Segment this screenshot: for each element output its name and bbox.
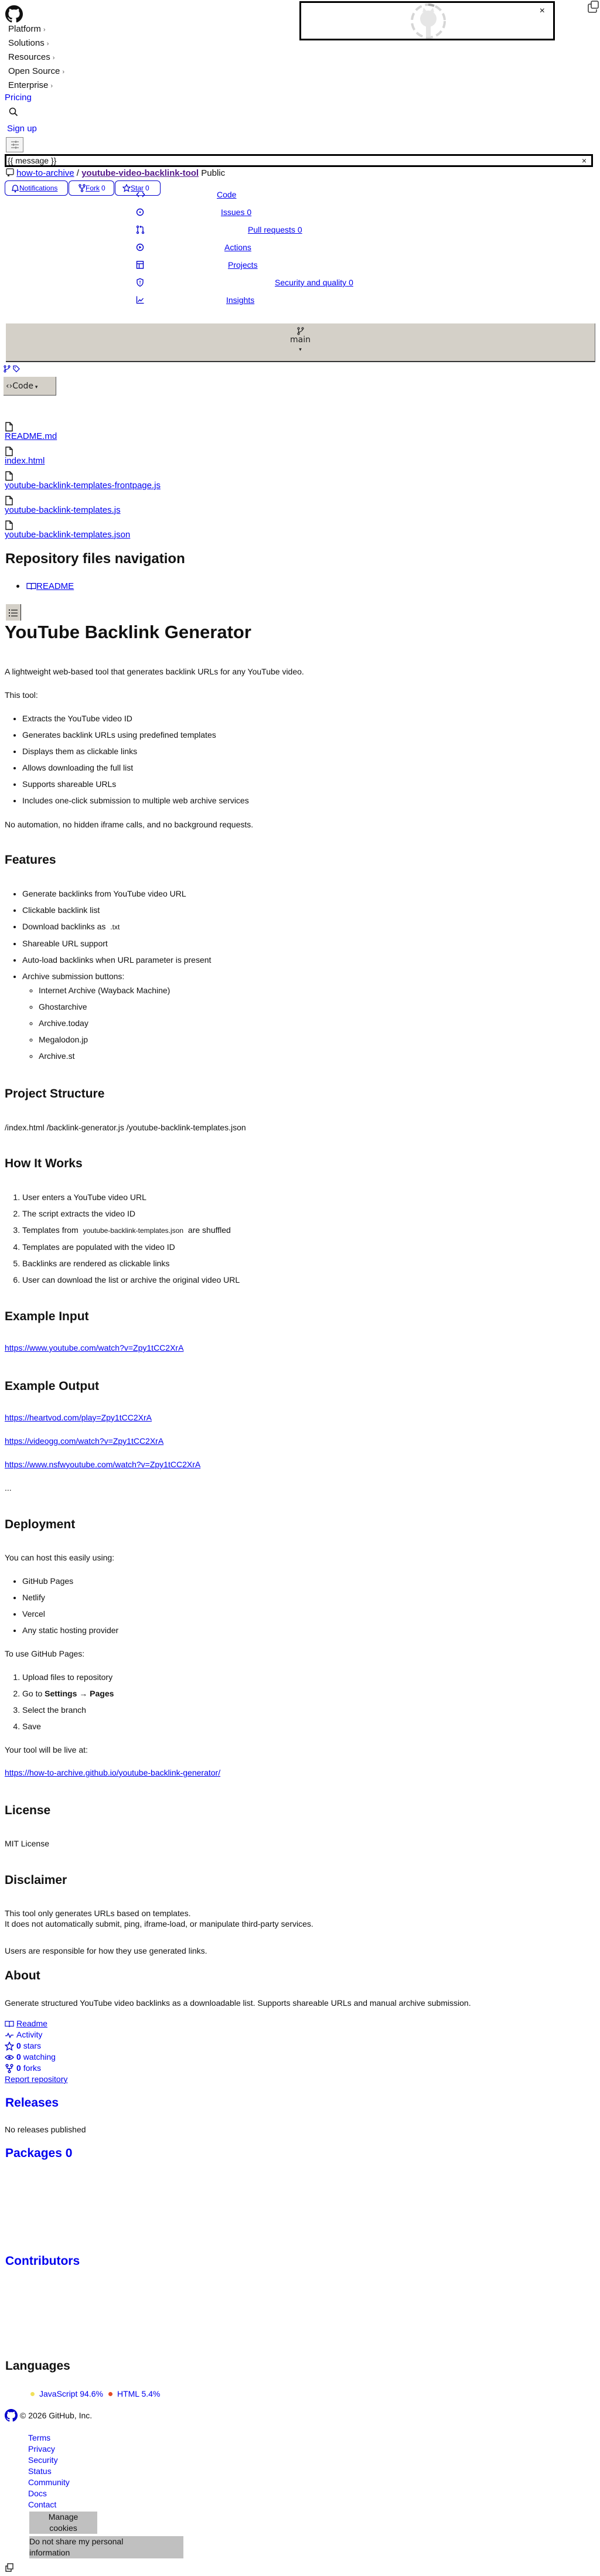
structure-heading: Project Structure (5, 1087, 105, 1100)
book-icon (26, 582, 36, 590)
language-color-dot (108, 2392, 112, 2396)
language-color-dot (30, 2392, 35, 2396)
language-html[interactable]: HTML 5.4% (117, 2389, 161, 2398)
footer-link-status[interactable]: Status (28, 2466, 52, 2476)
pull-request-icon (136, 225, 145, 234)
tab-code[interactable]: Code (136, 190, 429, 199)
octocat-spinner-icon (410, 3, 446, 39)
how-heading: How It Works (5, 1157, 83, 1170)
file-icon (5, 520, 14, 530)
repo-name-link[interactable]: youtube-video-backlink-tool (81, 168, 199, 178)
gh-pages-steps: 1. Upload files to repository 2. Go to Settings → Pages 3. Select the branch 4. Save (5, 1672, 591, 1732)
star-icon (5, 2042, 14, 2051)
repo-title: how-to-archive / youtube-video-backlink-tool Public (6, 168, 225, 178)
branches-tags-links (4, 365, 20, 376)
pricing-link[interactable]: Pricing (5, 93, 32, 103)
code-dropdown-button[interactable]: ‹›Code ▾ (4, 377, 56, 396)
file-icon (5, 471, 14, 481)
footer-link-terms[interactable]: Terms (28, 2433, 51, 2442)
copy-icon[interactable] (5, 2563, 14, 2572)
flash-message-bar: {{ message }} × (5, 154, 593, 167)
nav-enterprise[interactable]: Enterprise › (8, 80, 53, 90)
file-row (5, 447, 45, 466)
readme-link[interactable]: Readme (16, 2019, 47, 2028)
eye-icon (5, 2053, 14, 2062)
shield-icon (136, 278, 145, 287)
repo-icon (6, 168, 14, 177)
forks-link[interactable]: 0 forks (16, 2063, 42, 2073)
example-output-link[interactable]: https://heartvod.com/play=Zpy1tCC2XrA (5, 1413, 152, 1422)
chevron-right-icon: › (46, 40, 49, 47)
deployment-heading: Deployment (5, 1518, 76, 1531)
file-row (5, 520, 130, 540)
branch-icon (297, 327, 304, 335)
tab-projects[interactable]: Projects (136, 260, 429, 270)
pulse-icon (5, 2030, 14, 2040)
tool-points-list: • Extracts the YouTube video ID • Generates backlink URLs using predefined templates • Displays them as clickable links • Allows downloading the full list • Supports shareable URLs • Includes one-click submission to multiple web archive services (5, 713, 591, 806)
footer-link-community[interactable]: Community (28, 2478, 70, 2487)
manage-cookies-button[interactable]: Manage cookies (29, 2512, 97, 2534)
table-icon (136, 260, 145, 270)
example-output-heading: Example Output (5, 1379, 100, 1393)
star-icon (122, 184, 131, 192)
filter-button[interactable] (6, 137, 23, 152)
readme-tab[interactable]: README (16, 581, 74, 591)
no-releases-text: No releases published (5, 2125, 86, 2134)
file-link[interactable]: youtube-backlink-templates.js (5, 505, 121, 515)
loading-dialog (299, 1, 555, 40)
fork-icon (5, 2064, 14, 2073)
footer-link-security[interactable]: Security (28, 2455, 58, 2465)
stars-link[interactable]: 0 stars (16, 2041, 42, 2050)
languages-list (30, 2389, 160, 2398)
code-icon: ‹› (6, 381, 13, 391)
chevron-right-icon: › (52, 54, 55, 62)
footer-copyright: © 2026 GitHub, Inc. (5, 2409, 92, 2422)
branch-icon[interactable] (4, 365, 11, 373)
files-nav-heading: Repository files navigation (5, 551, 185, 567)
hosts-list: • GitHub Pages • Netlify • Vercel • Any static hosting provider (5, 1576, 591, 1635)
structure-text: /index.html /backlink-generator.js /youtube-backlink-templates.json (5, 1123, 246, 1132)
notifications-button[interactable]: Notifications (5, 180, 68, 196)
packages-heading[interactable]: Packages 0 (5, 2146, 73, 2160)
disclaimer-heading: Disclaimer (5, 1873, 67, 1887)
github-logo-icon[interactable] (5, 5, 23, 23)
star-button[interactable]: Star 0 (115, 180, 161, 196)
file-link[interactable]: youtube-backlink-templates-frontpage.js (5, 481, 161, 490)
file-row (5, 422, 57, 441)
example-input-heading: Example Input (5, 1310, 89, 1323)
releases-heading[interactable]: Releases (5, 2096, 59, 2110)
tab-security[interactable]: Security and quality 0 (136, 278, 429, 287)
about-description: Generate structured YouTube video backlinks as a downloadable list. Supports shareable URLs and manual archive submission. (5, 1998, 471, 2008)
nav-resources[interactable]: Resources › (8, 52, 55, 62)
tab-actions[interactable]: Actions (136, 243, 429, 252)
license-heading: License (5, 1804, 51, 1817)
file-icon (5, 447, 14, 456)
tab-insights[interactable]: Insights (136, 295, 429, 305)
activity-link[interactable]: Activity (16, 2030, 43, 2039)
file-link[interactable]: index.html (5, 456, 45, 466)
file-link[interactable]: youtube-backlink-templates.json (5, 530, 131, 540)
live-url-link[interactable]: https://how-to-archive.github.io/youtube-backlink-generator/ (5, 1768, 221, 1777)
github-logo-icon[interactable] (5, 2409, 18, 2422)
readme-title: YouTube Backlink Generator (5, 622, 251, 642)
do-not-share-button[interactable]: Do not share my personal information (29, 2536, 183, 2558)
fork-icon (79, 184, 86, 192)
footer-link-docs[interactable]: Docs (28, 2489, 47, 2498)
language-javascript[interactable]: JavaScript 94.6% (39, 2389, 103, 2398)
file-link[interactable]: README.md (5, 431, 57, 441)
graph-icon (136, 295, 145, 305)
example-input-link[interactable]: https://www.youtube.com/watch?v=Zpy1tCC2XrA (5, 1343, 184, 1352)
tab-issues[interactable]: Issues 0 (136, 207, 429, 217)
file-row (5, 496, 121, 515)
bell-icon (11, 183, 19, 193)
file-icon (5, 496, 14, 506)
repo-owner-link[interactable]: how-to-archive (16, 168, 74, 178)
nav-solutions[interactable]: Solutions › (8, 38, 49, 48)
chevron-right-icon: › (62, 69, 65, 76)
tab-pull-requests[interactable]: Pull requests 0 (136, 225, 429, 234)
readme-content (5, 622, 591, 643)
caret-down-icon: ▾ (299, 347, 302, 353)
branch-select[interactable]: main ▾ (6, 323, 595, 362)
sign-up-link[interactable]: Sign up (7, 124, 37, 134)
book-icon (5, 2019, 14, 2029)
caret-down-icon: ▾ (33, 384, 38, 390)
code-icon (136, 190, 145, 199)
archive-services-list: ◦ Internet Archive (Wayback Machine) ◦ Ghostarchive ◦ Archive.today ◦ Megalodon.jp ◦ Archive.st (22, 985, 591, 1061)
close-icon[interactable]: × (581, 156, 587, 165)
how-steps-list: 1. User enters a YouTube video URL 2. The script extracts the video ID 3. Templates from youtube-backlink-templates.json are shuffled 4. Templates are populated with the video ID 5. Backlinks are rendered as clickable links 6. User can download the list or archive the original video URL (5, 1192, 591, 1285)
footer-link-privacy[interactable]: Privacy (28, 2444, 55, 2454)
about-links (5, 2018, 67, 2085)
footer-links (28, 2432, 70, 2510)
features-heading: Features (5, 853, 56, 867)
play-icon (136, 243, 145, 252)
example-output-link[interactable]: https://videogg.com/watch?v=Zpy1tCC2XrA (5, 1436, 164, 1446)
close-icon[interactable]: × (539, 6, 545, 16)
watching-link[interactable]: 0 watching (16, 2052, 56, 2062)
visibility-label: Public (201, 168, 226, 178)
nav-platform[interactable]: Platform › (8, 24, 46, 34)
fork-button[interactable]: Fork 0 (69, 180, 114, 196)
search-icon[interactable] (9, 107, 18, 117)
chevron-right-icon: › (43, 26, 46, 33)
footer-link-contact[interactable]: Contact (28, 2500, 57, 2509)
readme-intro: A lightweight web-based tool that generates backlink URLs for any YouTube video. (5, 667, 304, 676)
about-heading: About (5, 1969, 40, 1982)
file-icon (5, 422, 14, 432)
nav-open-source[interactable]: Open Source › (8, 66, 65, 76)
example-output-link[interactable]: https://www.nsfwyoutube.com/watch?v=Zpy1tCC2XrA (5, 1460, 201, 1469)
tag-icon[interactable] (13, 365, 20, 373)
list-icon (9, 609, 19, 617)
report-repository-link[interactable]: Report repository (5, 2074, 68, 2084)
features-list: • Generate backlinks from YouTube video URL • Clickable backlink list • Download backlinks as .txt • Shareable URL support • Auto-load backlinks when URL parameter is present • Archive submission buttons: ◦ Internet Archive (Wayback Machine) ◦ Ghostarchive ◦ Archive.today ◦ Megalodon.jp ◦ Archive.st (5, 888, 591, 1061)
chevron-right-icon: › (50, 83, 53, 90)
contributors-heading[interactable]: Contributors (5, 2254, 80, 2268)
copy-icon[interactable] (588, 1, 599, 13)
issue-icon (136, 207, 145, 217)
file-row (5, 471, 161, 490)
languages-heading: Languages (5, 2359, 70, 2373)
table-of-contents-button[interactable] (6, 604, 21, 621)
sliders-icon (11, 141, 19, 149)
